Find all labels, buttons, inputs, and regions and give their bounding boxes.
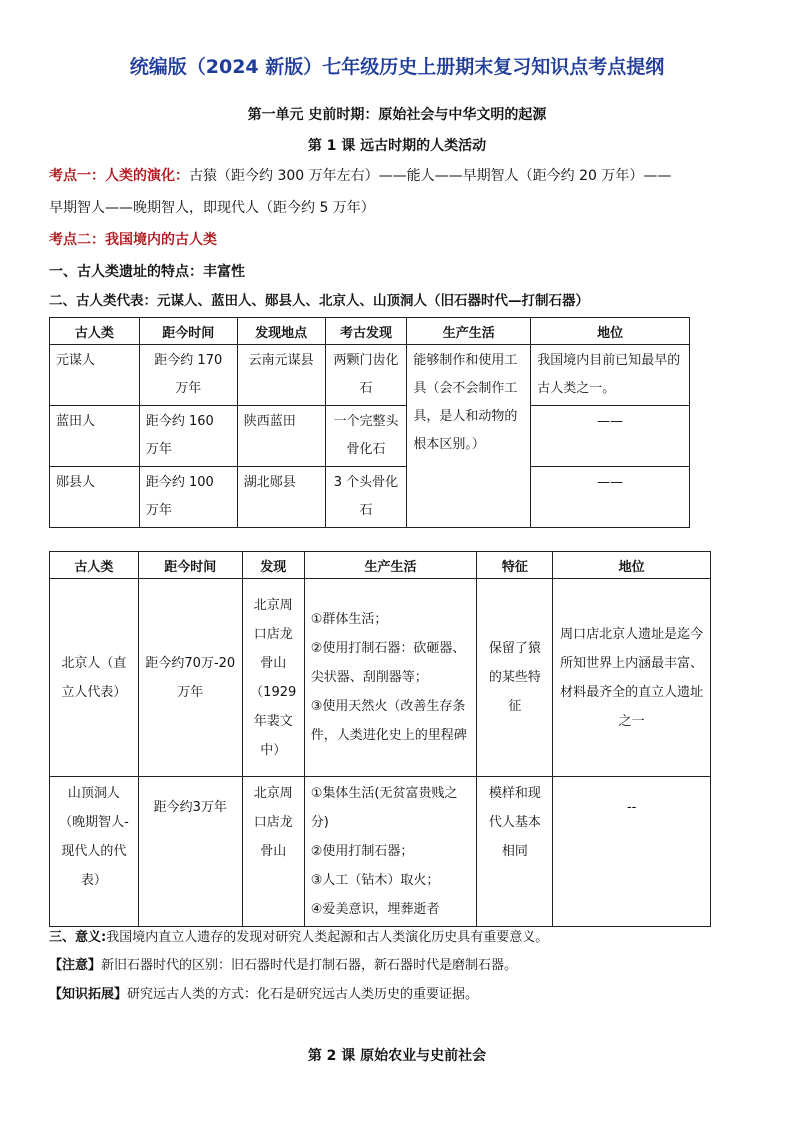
extension-text: 研究远古人类的方式：化石是研究远古人类历史的重要证据。 [127, 987, 479, 1002]
extension-line [49, 985, 478, 1005]
header-cell: 地位 [553, 552, 711, 579]
life-item: ②使用打制石器：砍砸器、尖状器、刮削器等； [310, 641, 466, 685]
place-cell: 云南元谋县 [248, 353, 314, 368]
time-cell: 距今约 100 万年 [145, 475, 214, 518]
life-item: ④爱美意识，埋葬逝者 [310, 902, 440, 917]
table-row [50, 579, 711, 777]
key-point-2: 考点二：我国境内的古人类 [49, 232, 217, 248]
table-row [50, 777, 711, 927]
key-point-1 [49, 166, 754, 186]
table-header-row [50, 318, 690, 345]
place-cell: 北京周口店龙骨山 [253, 786, 293, 859]
header-cell: 距今时间 [138, 552, 242, 579]
significance-label: 三、意义: [49, 930, 107, 945]
status-cell: -- [626, 800, 637, 815]
find-cell: 两颗门齿化石 [333, 353, 399, 396]
name-cell: 北京人（直立人代表） [61, 655, 127, 700]
header-cell: 发现地点 [237, 318, 325, 345]
lesson-2-heading: 第 2 课 原始农业与史前社会 [307, 1048, 487, 1064]
table-header-row [50, 552, 711, 579]
header-cell: 生产生活 [304, 552, 477, 579]
feature-cell: 保留了猿的某些特征 [488, 641, 541, 714]
place-cell: 湖北郧县 [243, 475, 296, 490]
significance-text: 我国境内直立人遗存的发现对研究人类起源和古人类演化历史具有重要意义。 [106, 930, 549, 945]
key-point-1-continued: 早期智人——晚期智人，即现代人（距今约 5 万年） [49, 200, 375, 216]
header-cell: 距今时间 [139, 318, 237, 345]
time-cell: 距今约3万年 [153, 800, 227, 815]
unit-heading: 第一单元 史前时期：原始社会与中华文明的起源 [247, 107, 547, 123]
document-title: 统编版（2024 新版）七年级历史上册期末复习知识点考点提纲 [129, 56, 665, 78]
place-cell: 陕西蓝田 [243, 414, 296, 429]
find-cell: 一个完整头骨化石 [333, 414, 399, 457]
status-cell: 我国境内目前已知最早的古人类之一。 [537, 353, 681, 396]
life-cell: 能够制作和使用工具（会不会制作工具，是人和动物的根本区别。） [413, 353, 518, 452]
key-point-1-label: 考点一：人类的演化： [49, 168, 189, 184]
status-cell: —— [597, 475, 624, 490]
name-cell: 郧县人 [56, 475, 96, 490]
status-cell: 周口店北京人遗址是迄今所知世界上内涵最丰富、材料最齐全的直立人遗址之一 [560, 626, 704, 729]
feature-cell: 模样和现代人基本相同 [488, 786, 541, 859]
life-item: ②使用打制石器； [310, 844, 414, 859]
time-cell: 距今约 160 万年 [145, 414, 214, 457]
attention-line [49, 956, 517, 976]
table-early-humans [49, 317, 690, 528]
key-point-1-text: 古猿（距今约 300 万年左右）——能人——早期智人（距今约 20 万年）—— [189, 168, 672, 184]
name-cell: 山顶洞人（晚期智人-现代人的代表） [59, 786, 129, 888]
header-cell: 地位 [531, 318, 690, 345]
life-item: ①集体生活(无贫富贵贱之分) [310, 786, 458, 830]
table-row [50, 345, 690, 406]
life-item: ③使用天然火（改善生存条件，人类进化史上的里程碑 [310, 699, 467, 743]
attention-label: 【注意】 [49, 958, 102, 973]
name-cell: 蓝田人 [56, 414, 96, 429]
extension-label: 【知识拓展】 [49, 987, 128, 1002]
attention-text: 新旧石器时代的区别：旧石器时代是打制石器，新石器时代是磨制石器。 [101, 958, 518, 973]
header-cell: 古人类 [50, 318, 140, 345]
section-2: 二、古人类代表：元谋人、蓝田人、郧县人、北京人、山顶洞人（旧石器时代—打制石器） [49, 293, 589, 309]
name-cell: 元谋人 [56, 353, 96, 368]
header-cell: 考古发现 [325, 318, 407, 345]
header-cell: 发现 [242, 552, 304, 579]
significance-line [49, 928, 548, 948]
time-cell: 距今约70万-20万年 [145, 655, 236, 700]
table-row [50, 406, 690, 467]
header-cell: 古人类 [50, 552, 139, 579]
find-cell: 3 个头骨化石 [333, 475, 399, 518]
status-cell: —— [597, 414, 624, 429]
place-cell: 北京周口店龙骨山（1929年裴文中） [250, 597, 297, 758]
table-beijing-upper-cave [49, 551, 711, 927]
header-cell: 特征 [477, 552, 553, 579]
lesson-1-heading: 第 1 课 远古时期的人类活动 [307, 138, 487, 154]
table-row [50, 467, 690, 528]
header-cell: 生产生活 [407, 318, 531, 345]
life-item: ①群体生活； [310, 612, 388, 627]
time-cell: 距今约 170 万年 [154, 353, 223, 396]
section-1: 一、古人类遗址的特点：丰富性 [49, 264, 245, 280]
life-item: ③人工（钻木）取火； [310, 873, 440, 888]
